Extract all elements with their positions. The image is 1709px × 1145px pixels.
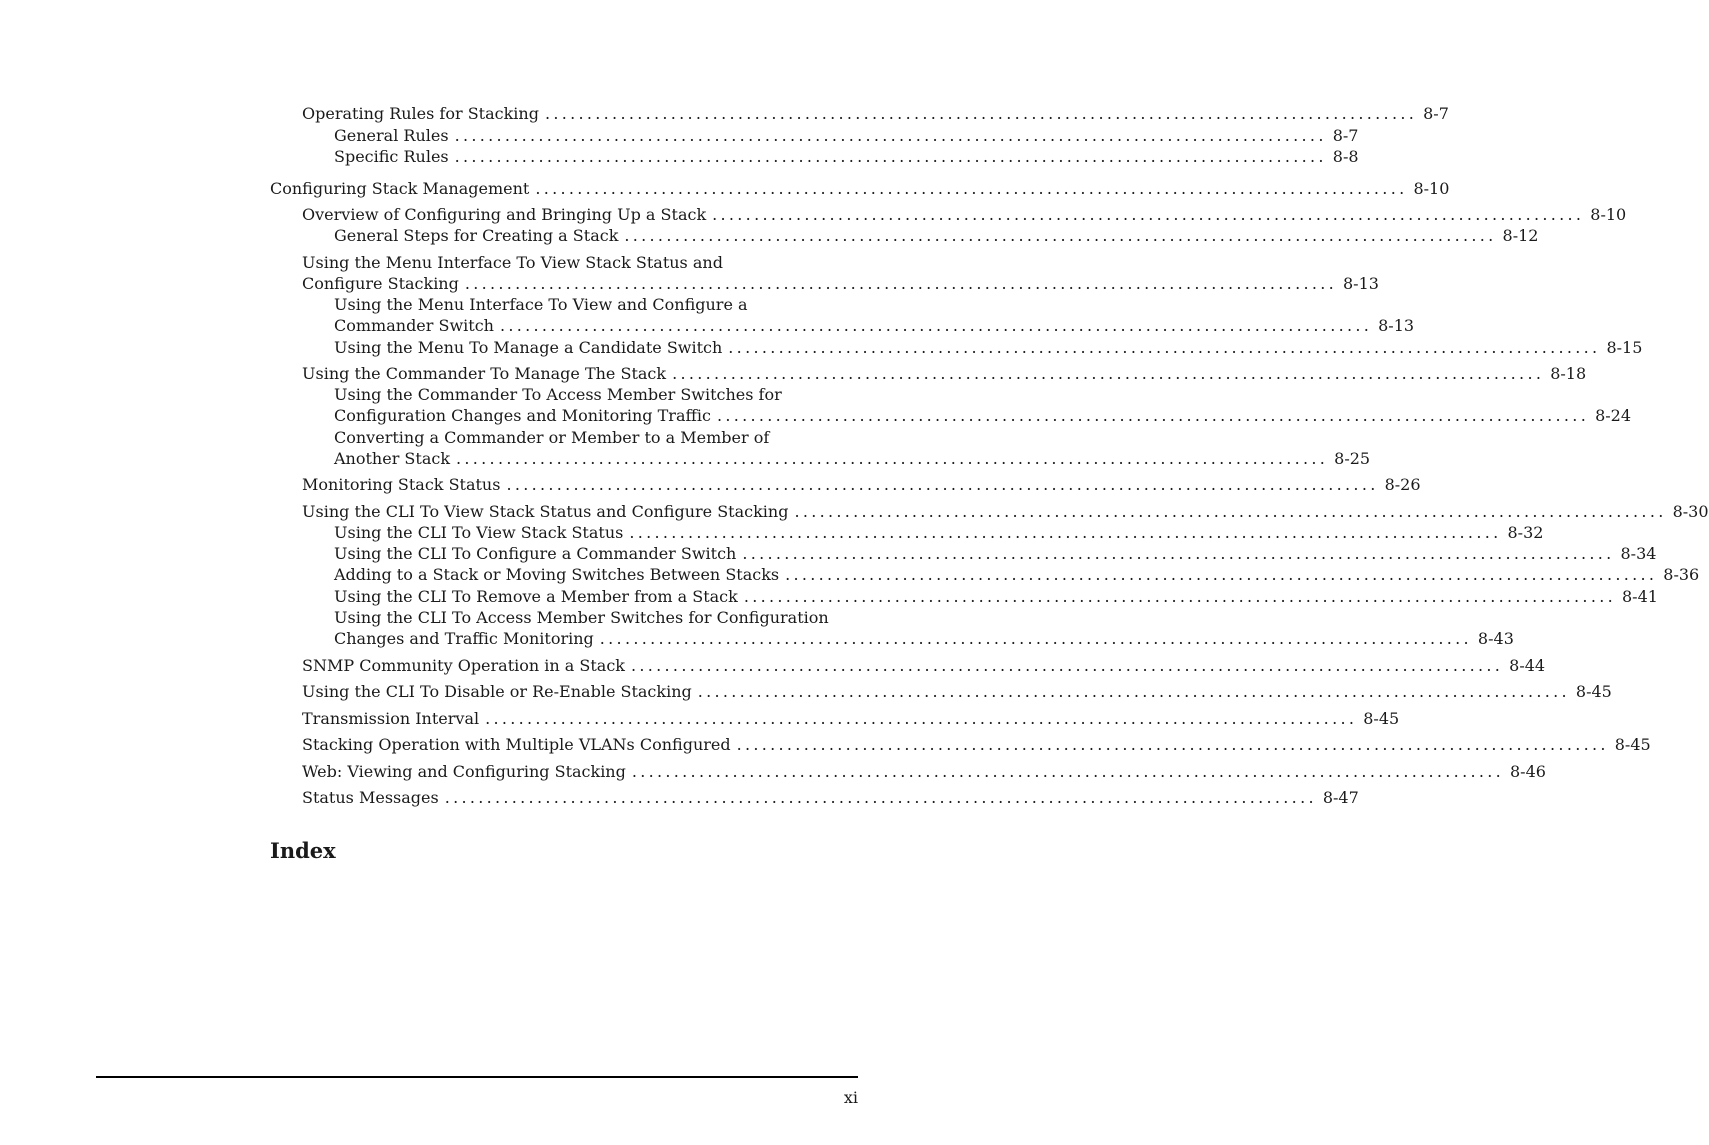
toc-entry[interactable]: Using the CLI To View Stack Status ........................................................................................................ 8-32 bbox=[334, 523, 1544, 542]
toc-entry[interactable]: Monitoring Stack Status ........................................................................................................ 8-26 bbox=[302, 475, 1421, 494]
toc-entry-title: Changes and Traffic Monitoring bbox=[334, 629, 594, 648]
toc-entry[interactable]: Using the CLI To Remove a Member from a Stack ........................................................................................................ 8-41 bbox=[334, 587, 1658, 606]
toc-entry[interactable]: Configuring Stack Management ........................................................................................................ 8-10 bbox=[270, 179, 1450, 198]
toc-entry[interactable]: Web: Viewing and Configuring Stacking ........................................................................................................ 8-46 bbox=[302, 762, 1546, 781]
toc-entry[interactable]: Using the Commander To Manage The Stack ........................................................................................................ 8-18 bbox=[302, 364, 1587, 383]
toc-entry[interactable]: Transmission Interval ........................................................................................................ 8-45 bbox=[302, 709, 1400, 728]
toc-entry[interactable]: Using the CLI To View Stack Status and Configure Stacking ........................................................................................................ 8-30 bbox=[302, 502, 1709, 521]
toc-entry-page: 8-13 bbox=[1378, 316, 1415, 335]
toc-entry[interactable]: Using the Menu Interface To View Stack Status and Configure Stacking ........................................................................................................ 8-13 bbox=[302, 253, 1379, 293]
toc-entry-page: 8-45 bbox=[1575, 682, 1612, 701]
toc-entry-title: Configuration Changes and Monitoring Traffic bbox=[334, 406, 711, 425]
toc-entry-title: Using the CLI To Disable or Re-Enable Stacking bbox=[302, 682, 692, 701]
toc-entry-page: 8-15 bbox=[1606, 338, 1643, 357]
toc-entry-title: General Rules bbox=[334, 126, 449, 145]
toc-entry-title: Transmission Interval bbox=[302, 709, 480, 728]
toc-entry[interactable]: General Rules ........................................................................................................ 8-7 bbox=[334, 126, 1359, 145]
toc-entry-title: Stacking Operation with Multiple VLANs Configured bbox=[302, 735, 731, 754]
toc-entry-page: 8-32 bbox=[1507, 523, 1544, 542]
toc-entry-title-line: Using the Commander To Access Member Switches for bbox=[334, 385, 782, 404]
page-number: xi bbox=[843, 1088, 858, 1107]
toc-entry-title: Overview of Configuring and Bringing Up a Stack bbox=[302, 205, 707, 224]
toc-entry-title: Using the Menu To Manage a Candidate Switch bbox=[334, 338, 723, 357]
toc-entry-title: Using the CLI To Remove a Member from a Stack bbox=[334, 587, 738, 606]
toc-entry[interactable]: Converting a Commander or Member to a Member of Another Stack ........................................................................................................ 8-25 bbox=[334, 428, 1371, 468]
toc-entry-page: 8-10 bbox=[1590, 205, 1627, 224]
toc-entry[interactable]: SNMP Community Operation in a Stack ........................................................................................................ 8-44 bbox=[302, 656, 1546, 675]
toc-entry-title-line: Using the Menu Interface To View and Configure a bbox=[334, 295, 748, 314]
toc-entry-page: 8-7 bbox=[1332, 126, 1359, 145]
toc-entry[interactable]: Using the CLI To Configure a Commander Switch ........................................................................................................ 8-34 bbox=[334, 544, 1657, 563]
toc-entry[interactable]: Using the Commander To Access Member Switches for Configuration Changes and Monitoring Traffic ........................................................................................................ 8-24 bbox=[334, 385, 1632, 425]
toc-entry-title: Using the CLI To Configure a Commander Switch bbox=[334, 544, 737, 563]
toc-entry-title: Another Stack bbox=[334, 449, 451, 468]
toc-entry-page: 8-43 bbox=[1477, 629, 1514, 648]
toc-entry-page: 8-41 bbox=[1621, 587, 1658, 606]
toc-entry-page: 8-7 bbox=[1423, 104, 1449, 123]
toc-entry-page: 8-26 bbox=[1384, 475, 1421, 494]
toc-entry-page: 8-10 bbox=[1413, 179, 1450, 198]
toc-entry-page: 8-45 bbox=[1363, 709, 1400, 728]
toc-entry-title: Status Messages bbox=[302, 788, 439, 807]
toc-entry[interactable]: Status Messages ........................................................................................................ 8-47 bbox=[302, 788, 1359, 807]
toc-entry-title: Web: Viewing and Configuring Stacking bbox=[302, 762, 626, 781]
toc-entry-title-line: Using the CLI To Access Member Switches for Configuration bbox=[334, 608, 829, 627]
toc-entry-title: Configuring Stack Management bbox=[270, 179, 530, 198]
toc-entry-title: Adding to a Stack or Moving Switches Between Stacks bbox=[334, 565, 780, 584]
toc-entry-page: 8-18 bbox=[1550, 364, 1587, 383]
toc-entry[interactable]: Overview of Configuring and Bringing Up a Stack ........................................................................................................ 8-10 bbox=[302, 205, 1627, 224]
toc-entry-title: SNMP Community Operation in a Stack bbox=[302, 656, 625, 675]
toc-entry-title: Monitoring Stack Status bbox=[302, 475, 501, 494]
toc-entry-page: 8-36 bbox=[1663, 565, 1700, 584]
toc-entry-page: 8-8 bbox=[1332, 147, 1359, 166]
toc-entry-title: Using the CLI To View Stack Status and Configure Stacking bbox=[302, 502, 789, 521]
toc-entry-title-line: Using the Menu Interface To View Stack Status and bbox=[302, 253, 723, 272]
toc-entry-title: Operating Rules for Stacking bbox=[302, 104, 539, 123]
toc-entry[interactable]: Adding to a Stack or Moving Switches Between Stacks ........................................................................................................ 8-36 bbox=[334, 565, 1700, 584]
toc-entry-page: 8-12 bbox=[1502, 226, 1539, 245]
toc-entry-title: Configure Stacking bbox=[302, 274, 459, 293]
toc-entry-title: Commander Switch bbox=[334, 316, 494, 335]
toc-entry[interactable]: General Steps for Creating a Stack ........................................................................................................ 8-12 bbox=[334, 226, 1539, 245]
toc-entry[interactable]: Using the CLI To Disable or Re-Enable Stacking ........................................................................................................ 8-45 bbox=[302, 682, 1612, 701]
toc-entry-title-line: Converting a Commander or Member to a Member of bbox=[334, 428, 770, 447]
toc-entry[interactable]: Using the Menu Interface To View and Configure a Commander Switch ........................................................................................................ 8-13 bbox=[334, 295, 1415, 335]
toc-entry[interactable]: Specific Rules ........................................................................................................ 8-8 bbox=[334, 147, 1359, 166]
toc-entry-page: 8-25 bbox=[1334, 449, 1371, 468]
toc-entry-page: 8-30 bbox=[1672, 502, 1709, 521]
toc-entry-page: 8-47 bbox=[1322, 788, 1359, 807]
footer-rule bbox=[96, 1076, 858, 1078]
toc-entry-page: 8-24 bbox=[1595, 406, 1632, 425]
toc-entry[interactable]: Operating Rules for Stacking ........................................................................................................ 8-7 bbox=[302, 104, 1449, 123]
toc-entry-title: Specific Rules bbox=[334, 147, 449, 166]
toc-entry-title: General Steps for Creating a Stack bbox=[334, 226, 619, 245]
toc-entry-page: 8-46 bbox=[1510, 762, 1546, 781]
toc-entry-page: 8-34 bbox=[1620, 544, 1657, 563]
toc-entry[interactable]: Using the Menu To Manage a Candidate Switch ........................................................................................................ 8-15 bbox=[334, 338, 1643, 357]
index-heading[interactable]: Index bbox=[270, 838, 336, 863]
toc-entry-page: 8-45 bbox=[1614, 735, 1651, 754]
toc-entry-page: 8-44 bbox=[1509, 656, 1546, 675]
toc-entry-page: 8-13 bbox=[1343, 274, 1379, 293]
toc-entry[interactable]: Using the CLI To Access Member Switches for Configuration Changes and Traffic Monitoring ........................................................................................................ 8-43 bbox=[334, 608, 1514, 648]
toc-entry-title: Using the Commander To Manage The Stack bbox=[302, 364, 667, 383]
toc-entry-title: Using the CLI To View Stack Status bbox=[334, 523, 624, 542]
toc-entry[interactable]: Stacking Operation with Multiple VLANs Configured ........................................................................................................ 8-45 bbox=[302, 735, 1651, 754]
